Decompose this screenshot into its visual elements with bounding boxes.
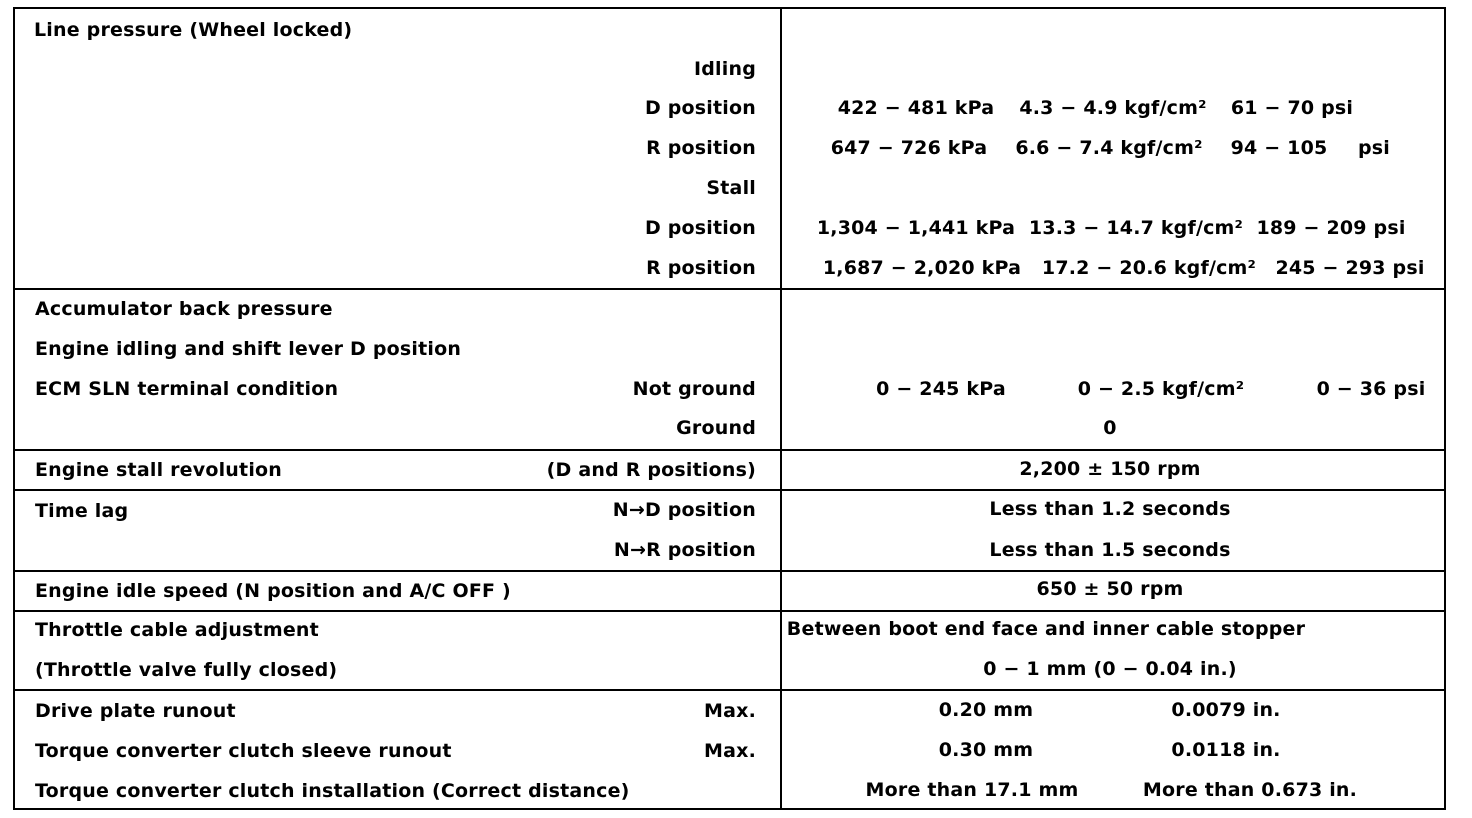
stall-d-label: D position bbox=[644, 217, 756, 239]
installation-in: More than 0.673 in. bbox=[1142, 779, 1358, 801]
row-divider bbox=[15, 288, 1444, 290]
time-lag-nr-label: N→R position bbox=[613, 539, 756, 561]
idling-d-label: D position bbox=[644, 97, 756, 119]
drive-plate-label: Drive plate runout bbox=[35, 700, 236, 722]
drive-plate-qualifier: Max. bbox=[703, 700, 756, 722]
idling-d-kgf: 4.3 − 4.9 kgf/cm² bbox=[1019, 97, 1207, 119]
ground-value: 0 bbox=[1103, 417, 1117, 439]
stall-revolution-qualifier: (D and R positions) bbox=[546, 459, 756, 481]
idling-d-psi: 61 − 70 psi bbox=[1230, 97, 1354, 119]
idling-r-kgf: 6.6 − 7.4 kgf/cm² bbox=[1015, 137, 1203, 159]
row-divider bbox=[15, 489, 1444, 491]
sleeve-runout-qualifier: Max. bbox=[703, 740, 756, 762]
throttle-cable-value: Between boot end face and inner cable stopper bbox=[786, 618, 1306, 640]
sleeve-runout-label: Torque converter clutch sleeve runout bbox=[35, 740, 452, 762]
idle-speed-label: Engine idle speed (N position and A/C OFF ) bbox=[35, 580, 511, 602]
accumulator-condition: Engine idling and shift lever D position bbox=[35, 338, 462, 360]
stall-r-label: R position bbox=[646, 257, 756, 279]
idling-label: Idling bbox=[693, 58, 756, 80]
not-ground-kgf: 0 − 2.5 kgf/cm² bbox=[1077, 378, 1245, 400]
idling-d-kpa: 422 − 481 kPa bbox=[837, 97, 995, 119]
accumulator-title: Accumulator back pressure bbox=[35, 298, 333, 320]
idle-speed-value: 650 ± 50 rpm bbox=[1036, 578, 1184, 600]
row-divider bbox=[15, 610, 1444, 612]
installation-mm: More than 17.1 mm bbox=[865, 779, 1079, 801]
time-lag-nd-value: Less than 1.2 seconds bbox=[989, 498, 1231, 520]
time-lag-nr-value: Less than 1.5 seconds bbox=[989, 539, 1231, 561]
drive-plate-mm: 0.20 mm bbox=[938, 699, 1034, 721]
stall-label: Stall bbox=[706, 177, 756, 199]
stall-d-kgf: 13.3 − 14.7 kgf/cm² bbox=[1028, 217, 1244, 239]
throttle-cable-label: Throttle cable adjustment bbox=[35, 619, 319, 641]
stall-r-kpa: 1,687 − 2,020 kPa bbox=[822, 257, 1022, 279]
row-divider bbox=[15, 570, 1444, 572]
time-lag-label: Time lag bbox=[35, 500, 129, 522]
idling-r-label: R position bbox=[646, 137, 756, 159]
throttle-cable-sublabel: (Throttle valve fully closed) bbox=[35, 659, 338, 681]
installation-label: Torque converter clutch installation (Correct distance) bbox=[35, 780, 630, 802]
stall-r-psi: 245 − 293 psi bbox=[1275, 257, 1425, 279]
sleeve-runout-mm: 0.30 mm bbox=[938, 739, 1034, 761]
throttle-cable-subvalue: 0 − 1 mm (0 − 0.04 in.) bbox=[983, 658, 1237, 680]
stall-r-kgf: 17.2 − 20.6 kgf/cm² bbox=[1041, 257, 1257, 279]
stall-revolution-value: 2,200 ± 150 rpm bbox=[1019, 458, 1201, 480]
not-ground-psi: 0 − 36 psi bbox=[1316, 378, 1426, 400]
time-lag-nd-label: N→D position bbox=[612, 499, 756, 521]
ecm-terminal-label: ECM SLN terminal condition bbox=[35, 378, 339, 400]
idling-r-psi-unit: psi bbox=[1357, 137, 1391, 159]
stall-revolution-label: Engine stall revolution bbox=[35, 459, 283, 481]
row-divider bbox=[15, 689, 1444, 691]
idling-r-kpa: 647 − 726 kPa bbox=[830, 137, 988, 159]
spec-table bbox=[13, 7, 1446, 810]
idling-r-psi: 94 − 105 bbox=[1230, 137, 1328, 159]
not-ground-label: Not ground bbox=[632, 378, 756, 400]
drive-plate-in: 0.0079 in. bbox=[1171, 699, 1281, 721]
sleeve-runout-in: 0.0118 in. bbox=[1171, 739, 1281, 761]
ground-label: Ground bbox=[676, 417, 756, 439]
not-ground-kpa: 0 − 245 kPa bbox=[876, 378, 1006, 400]
row-divider bbox=[15, 449, 1444, 451]
line-pressure-title: Line pressure (Wheel locked) bbox=[34, 19, 353, 41]
stall-d-kpa: 1,304 − 1,441 kPa bbox=[816, 217, 1016, 239]
stall-d-psi: 189 − 209 psi bbox=[1256, 217, 1406, 239]
